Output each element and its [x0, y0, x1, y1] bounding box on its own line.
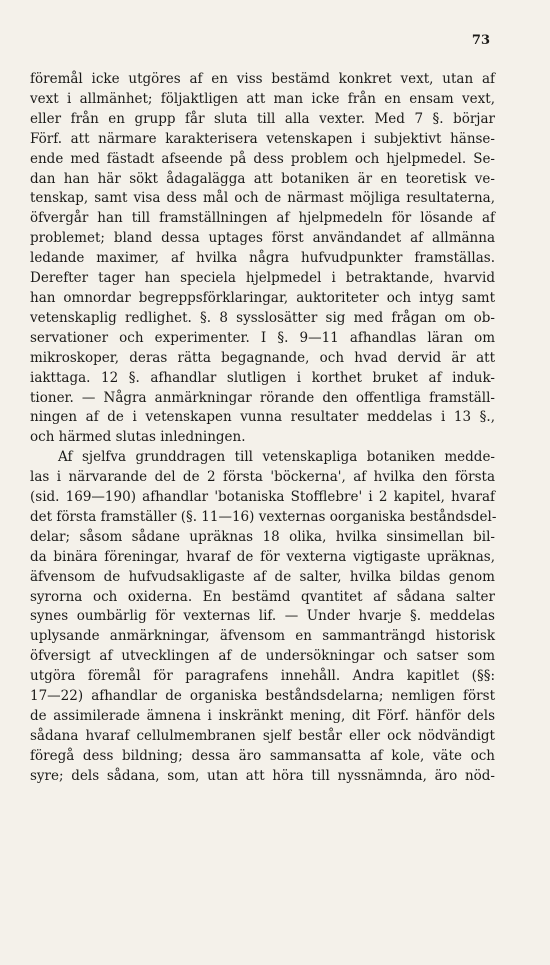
text-line: iakttaga. 12 §. afhandlar slutligen i korthet bruket af induk- — [30, 369, 495, 386]
text-line: föremål icke utgöres af en viss bestämd konkret vext, utan af — [30, 71, 495, 87]
text-line: och härmed slutas inledningen. — [30, 429, 246, 446]
text-line: mikroskoper, deras rätta begagnande, och hvad dervid är att — [30, 349, 495, 366]
text-line: det första framställer (§. 11—16) vexternas oorganiska beståndsdel- — [30, 508, 497, 525]
text-line: syrorna och oxiderna. En bestämd qvantitet af sådana salter — [30, 588, 495, 605]
text-line: (sid. 169—190) afhandlar 'botaniska Stofflebre' i 2 kapitel, hvaraf — [30, 489, 495, 506]
text-line: ende med fästadt afseende på dess problem och hjelpmedel. Se- — [30, 150, 495, 167]
text-line: ledande maximer, af hvilka några hufvudpunkter framställas. — [30, 250, 495, 267]
text-line: vext i allmänhet; följaktligen att man icke från en ensam vext, — [30, 90, 495, 107]
text-line: sådana hvaraf cellulmembranen sjelf består eller ock nödvändigt — [30, 727, 495, 744]
text-line: 17—22) afhandlar de organiska beståndsdelarna; nemligen först — [30, 688, 495, 705]
paragraph — [30, 448, 495, 786]
body-text — [30, 70, 495, 787]
text-line: öfvergår han till framställningen af hjelpmedeln för lösande af — [30, 210, 495, 227]
text-line: delar; såsom sådane upräknas 18 olika, hvilka sinsimellan bil- — [30, 528, 495, 545]
text-line: Af sjelfva grunddragen till vetenskapliga botaniken medde- — [58, 449, 495, 466]
text-line: eller från en grupp får sluta till alla vexter. Med 7 §. börjar — [30, 110, 495, 127]
text-line: dan han här sökt ådagalägga att botaniken är en teoretisk ve- — [30, 170, 495, 187]
text-line: vetenskaplig redlighet. §. 8 sysslosätter sig med frågan om ob- — [30, 309, 495, 326]
text-line: problemet; bland dessa uptages först användandet af allmänna — [30, 230, 495, 247]
text-line: han omnordar begreppsförklaringar, auktoriteter och intyg samt — [30, 289, 495, 306]
text-line: syre; dels sådana, som, utan att höra till nyssnämnda, äro nöd- — [30, 767, 495, 784]
page-number: 73 — [471, 33, 490, 48]
text-line: äfvensom de hufvudsakligaste af de salter, hvilka bildas genom — [30, 568, 495, 585]
text-line: servationer och experimenter. I §. 9—11 afhandlas läran om — [30, 329, 495, 346]
paragraph — [30, 70, 495, 448]
text-line: de assimilerade ämnena i inskränkt mening, dit Förf. hänför dels — [30, 708, 495, 724]
text-line: Förf. att närmare karakterisera vetenskapen i subjektivt hänse- — [30, 130, 495, 147]
text-line: föregå dess bildning; dessa äro sammansatta af kole, väte och — [30, 747, 495, 764]
text-line: synes oumbärlig för vexternas lif. — Under hvarje §. meddelas — [30, 608, 495, 625]
text-line: Derefter tager han speciela hjelpmedel i betraktande, hvarvid — [30, 270, 495, 287]
text-line: da binära föreningar, hvaraf de för vexterna vigtigaste upräknas, — [30, 548, 495, 565]
text-line: las i närvarande del de 2 första 'böckerna', af hvilka den första — [30, 469, 495, 486]
text-line: tioner. — Några anmärkningar rörande den offentliga framställ- — [30, 389, 495, 406]
text-line: öfversigt af utvecklingen af de undersökningar och satser som — [30, 648, 495, 665]
text-line: ningen af de i vetenskapen vunna resultater meddelas i 13 §., — [30, 409, 495, 426]
text-line: utgöra föremål för paragrafens innehåll. Andra kapitlet (§§: — [30, 668, 495, 685]
text-line: uplysande anmärkningar, äfvensom en sammanträngd historisk — [30, 628, 495, 645]
text-line: tenskap, samt visa dess mål och de närmast möjliga resultaterna, — [30, 190, 495, 207]
